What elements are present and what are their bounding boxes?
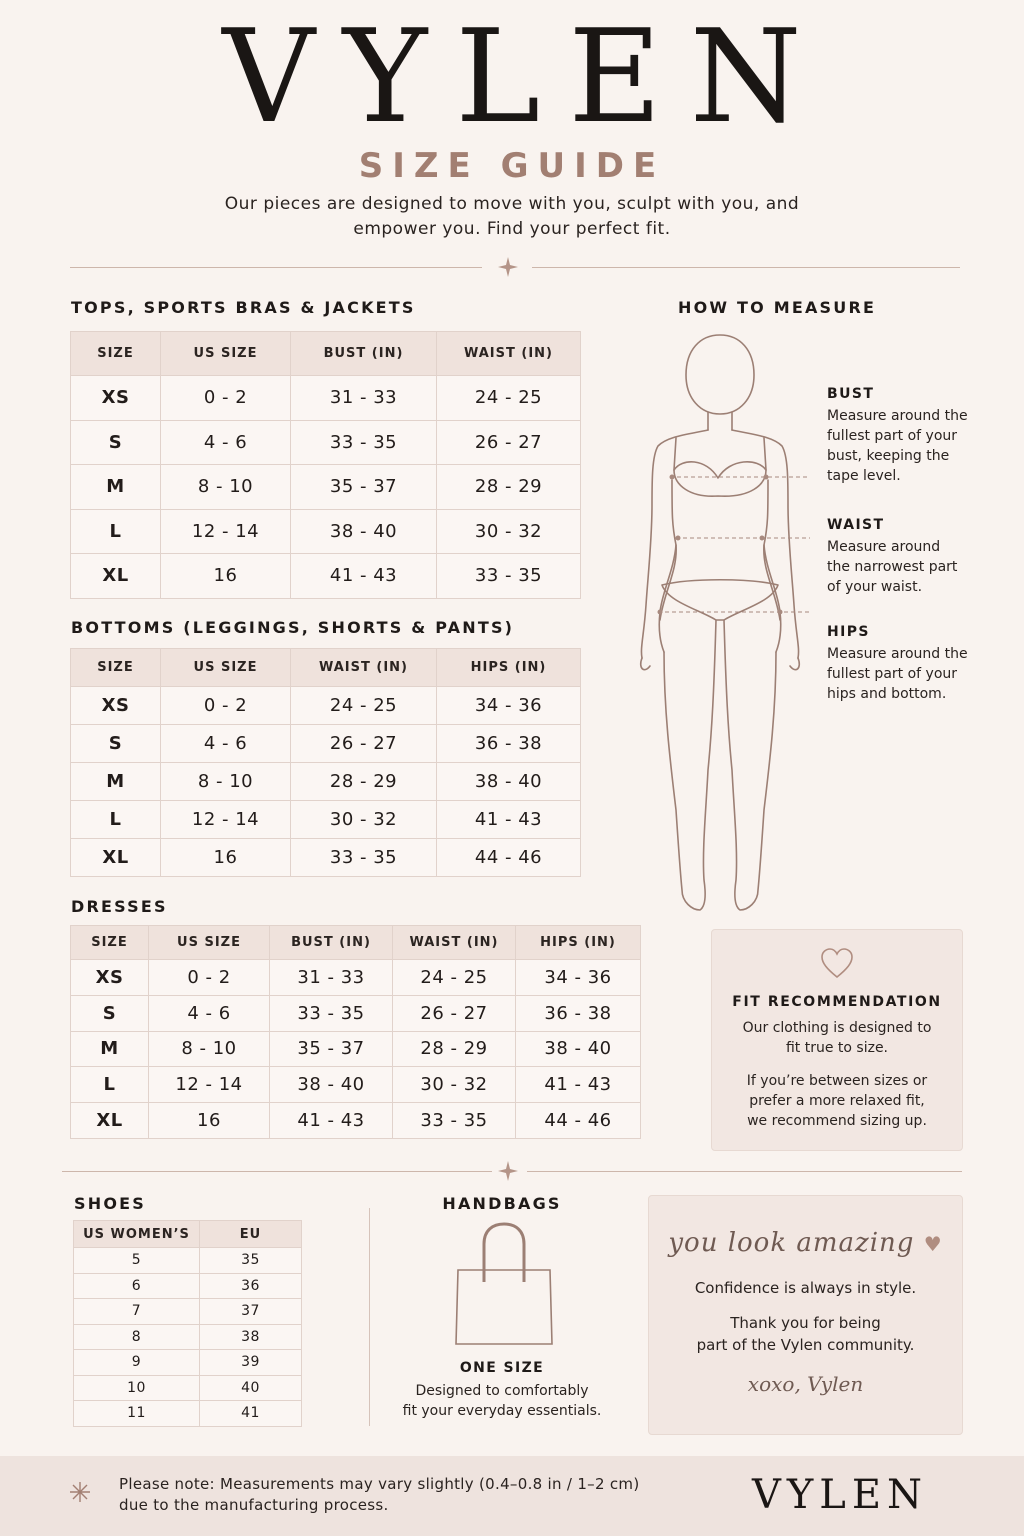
table-cell: 40: [200, 1375, 302, 1401]
table-row: [71, 554, 581, 599]
table-cell: 31 - 33: [291, 376, 437, 421]
table-cell: 12 - 14: [161, 801, 291, 839]
fit-title: FIT RECOMMENDATION: [732, 994, 942, 1010]
table-row: [74, 1324, 302, 1350]
hips-line: fullest part of your: [827, 666, 958, 682]
table-cell: 8 - 10: [149, 1031, 270, 1067]
sparkle-icon: [497, 256, 519, 278]
table-cell: L: [71, 801, 161, 839]
table-cell: 12 - 14: [161, 509, 291, 554]
fit-paragraph-1: [712, 1018, 962, 1058]
footer-note-line: due to the manufacturing process.: [119, 1496, 389, 1514]
table-cell: M: [71, 465, 161, 510]
heart-icon: ♥: [923, 1232, 943, 1256]
table-cell: 36 - 38: [437, 725, 581, 763]
tops-title: TOPS, SPORTS BRAS & JACKETS: [71, 298, 416, 317]
column-header: SIZE: [71, 926, 149, 960]
brand-logo: VYLEN: [222, 3, 830, 152]
column-header: SIZE: [71, 332, 161, 376]
table-row: [74, 1350, 302, 1376]
handbags-text: [382, 1381, 622, 1421]
table-row: [71, 839, 581, 877]
bust-instruction: [827, 386, 997, 486]
handbags-size: ONE SIZE: [459, 1360, 545, 1376]
vertical-divider: [369, 1208, 370, 1426]
table-cell: 0 - 2: [161, 376, 291, 421]
table-cell: XL: [71, 1103, 149, 1139]
waist-instruction: [827, 517, 997, 597]
table-cell: 4 - 6: [161, 725, 291, 763]
fit-paragraph-2: [712, 1071, 962, 1131]
handbags-line: Designed to comfortably: [415, 1383, 589, 1399]
table-cell: 34 - 36: [516, 960, 641, 996]
table-cell: 28 - 29: [393, 1031, 516, 1067]
table-cell: 6: [74, 1273, 200, 1299]
column-header: WAIST (IN): [437, 332, 581, 376]
table-cell: 33 - 35: [437, 554, 581, 599]
table-cell: 28 - 29: [291, 763, 437, 801]
table-cell: 38 - 40: [437, 763, 581, 801]
fit-line: we recommend sizing up.: [747, 1113, 927, 1129]
table-cell: S: [71, 725, 161, 763]
table-row: [71, 465, 581, 510]
table-row: [71, 763, 581, 801]
dresses-size-table: [70, 925, 641, 1139]
table-cell: 8: [74, 1324, 200, 1350]
handbags-title: HANDBAGS: [442, 1194, 562, 1213]
note-paragraph: [649, 1312, 962, 1356]
table-cell: 26 - 27: [291, 725, 437, 763]
column-header: BUST (IN): [270, 926, 393, 960]
table-cell: 36 - 38: [516, 995, 641, 1031]
table-cell: L: [71, 509, 161, 554]
table-cell: 41 - 43: [291, 554, 437, 599]
table-cell: 38 - 40: [516, 1031, 641, 1067]
table-cell: 30 - 32: [393, 1067, 516, 1103]
body-figure-icon: [620, 330, 820, 915]
column-header: US SIZE: [149, 926, 270, 960]
table-cell: 24 - 25: [291, 687, 437, 725]
table-cell: 7: [74, 1299, 200, 1325]
shoes-title: SHOES: [74, 1194, 146, 1213]
table-row: [74, 1375, 302, 1401]
table-row: [71, 725, 581, 763]
signoff: xoxo, Vylen: [747, 1372, 864, 1396]
table-cell: 41: [200, 1401, 302, 1427]
bust-line: bust, keeping the: [827, 448, 950, 464]
table-cell: 35: [200, 1248, 302, 1274]
table-row: [74, 1273, 302, 1299]
table-cell: 16: [149, 1103, 270, 1139]
waist-label: WAIST: [827, 517, 885, 533]
table-cell: XS: [71, 960, 149, 996]
table-cell: 44 - 46: [516, 1103, 641, 1139]
note-card: [648, 1195, 963, 1435]
table-cell: 35 - 37: [270, 1031, 393, 1067]
intro-line: empower you. Find your perfect fit.: [353, 219, 671, 239]
script-text: you look amazing: [668, 1228, 915, 1258]
table-row: [71, 1031, 641, 1067]
column-header: HIPS (IN): [516, 926, 641, 960]
divider: [527, 1171, 962, 1172]
fit-line: fit true to size.: [785, 1040, 889, 1056]
waist-line: of your waist.: [827, 579, 923, 595]
hips-label: HIPS: [827, 624, 870, 640]
fit-line: prefer a more relaxed fit,: [749, 1093, 925, 1109]
table-row: [71, 801, 581, 839]
table-cell: 39: [200, 1350, 302, 1376]
table-cell: 5: [74, 1248, 200, 1274]
table-cell: 24 - 25: [393, 960, 516, 996]
column-header: US SIZE: [161, 649, 291, 687]
table-cell: 38: [200, 1324, 302, 1350]
bottoms-title: BOTTOMS (LEGGINGS, SHORTS & PANTS): [71, 618, 515, 637]
table-cell: 8 - 10: [161, 763, 291, 801]
table-row: [71, 1103, 641, 1139]
table-cell: 26 - 27: [437, 420, 581, 465]
divider: [70, 267, 482, 268]
table-cell: L: [71, 1067, 149, 1103]
table-cell: 33 - 35: [291, 839, 437, 877]
table-cell: M: [71, 763, 161, 801]
table-cell: 10: [74, 1375, 200, 1401]
table-cell: 8 - 10: [161, 465, 291, 510]
note-line-1: Confidence is always in style.: [694, 1279, 917, 1297]
table-row: [74, 1299, 302, 1325]
shoes-size-table: [73, 1220, 302, 1427]
table-row: [71, 687, 581, 725]
hips-text: [827, 644, 997, 704]
fit-line: If you’re between sizes or: [746, 1073, 928, 1089]
bust-text: [827, 406, 997, 486]
table-cell: 26 - 27: [393, 995, 516, 1031]
bust-label: BUST: [827, 386, 875, 402]
table-cell: 28 - 29: [437, 465, 581, 510]
script-message: [649, 1228, 962, 1258]
table-cell: 41 - 43: [270, 1103, 393, 1139]
table-cell: 35 - 37: [291, 465, 437, 510]
table-cell: XL: [71, 839, 161, 877]
table-cell: 0 - 2: [161, 687, 291, 725]
divider: [62, 1171, 492, 1172]
footer: [0, 1456, 1024, 1536]
table-row: [71, 509, 581, 554]
fit-line: Our clothing is designed to: [742, 1020, 932, 1036]
page-subtitle: SIZE GUIDE: [358, 146, 666, 186]
bust-line: fullest part of your: [827, 428, 958, 444]
table-row: [71, 995, 641, 1031]
heart-icon: [819, 946, 855, 980]
tops-size-table: [70, 331, 581, 599]
column-header: SIZE: [71, 649, 161, 687]
divider: [532, 267, 960, 268]
measure-title: HOW TO MEASURE: [678, 298, 877, 317]
table-cell: 33 - 35: [393, 1103, 516, 1139]
column-header: WAIST (IN): [393, 926, 516, 960]
sparkle-icon: [497, 1160, 519, 1182]
intro-text: [150, 192, 874, 242]
table-row: [71, 1067, 641, 1103]
table-cell: XL: [71, 554, 161, 599]
column-header: US SIZE: [161, 332, 291, 376]
hips-line: Measure around the: [827, 646, 968, 662]
table-cell: M: [71, 1031, 149, 1067]
table-row: [74, 1401, 302, 1427]
handbags-line: fit your everyday essentials.: [402, 1403, 602, 1419]
table-cell: 12 - 14: [149, 1067, 270, 1103]
table-cell: 4 - 6: [149, 995, 270, 1031]
table-cell: 38 - 40: [270, 1067, 393, 1103]
table-cell: 4 - 6: [161, 420, 291, 465]
table-cell: S: [71, 420, 161, 465]
table-cell: 41 - 43: [437, 801, 581, 839]
table-cell: 30 - 32: [291, 801, 437, 839]
column-header: EU: [200, 1221, 302, 1248]
table-cell: 41 - 43: [516, 1067, 641, 1103]
note-line: part of the Vylen community.: [696, 1336, 915, 1354]
intro-line: Our pieces are designed to move with you, sculpt with you, and: [224, 194, 800, 214]
column-header: HIPS (IN): [437, 649, 581, 687]
table-cell: 33 - 35: [270, 995, 393, 1031]
footer-note-line: Please note: Measurements may vary slightly (0.4–0.8 in / 1–2 cm): [119, 1475, 640, 1493]
table-cell: 16: [161, 839, 291, 877]
table-cell: 33 - 35: [291, 420, 437, 465]
waist-line: Measure around: [827, 539, 941, 555]
sparkle-icon: [68, 1480, 92, 1504]
table-cell: 34 - 36: [437, 687, 581, 725]
column-header: US WOMEN’S: [74, 1221, 200, 1248]
column-header: WAIST (IN): [291, 649, 437, 687]
waist-line: the narrowest part: [827, 559, 958, 575]
footer-logo: VYLEN: [752, 1472, 929, 1518]
footer-note: [119, 1474, 639, 1516]
dresses-title: DRESSES: [71, 897, 168, 916]
note-line: Thank you for being: [730, 1314, 881, 1332]
table-cell: 11: [74, 1401, 200, 1427]
table-cell: XS: [71, 687, 161, 725]
handbag-icon: [452, 1220, 556, 1348]
table-row: [71, 376, 581, 421]
table-cell: 38 - 40: [291, 509, 437, 554]
fit-recommendation-card: [711, 929, 963, 1151]
hips-instruction: [827, 624, 997, 704]
table-cell: 9: [74, 1350, 200, 1376]
table-cell: S: [71, 995, 149, 1031]
waist-text: [827, 537, 997, 597]
bust-line: tape level.: [827, 468, 901, 484]
table-cell: 44 - 46: [437, 839, 581, 877]
table-cell: XS: [71, 376, 161, 421]
column-header: BUST (IN): [291, 332, 437, 376]
hips-line: hips and bottom.: [827, 686, 947, 702]
bottoms-size-table: [70, 648, 581, 877]
table-row: [74, 1248, 302, 1274]
table-cell: 36: [200, 1273, 302, 1299]
table-row: [71, 960, 641, 996]
table-cell: 37: [200, 1299, 302, 1325]
table-cell: 0 - 2: [149, 960, 270, 996]
table-cell: 30 - 32: [437, 509, 581, 554]
table-cell: 16: [161, 554, 291, 599]
table-cell: 31 - 33: [270, 960, 393, 996]
table-cell: 24 - 25: [437, 376, 581, 421]
bust-line: Measure around the: [827, 408, 968, 424]
table-row: [71, 420, 581, 465]
